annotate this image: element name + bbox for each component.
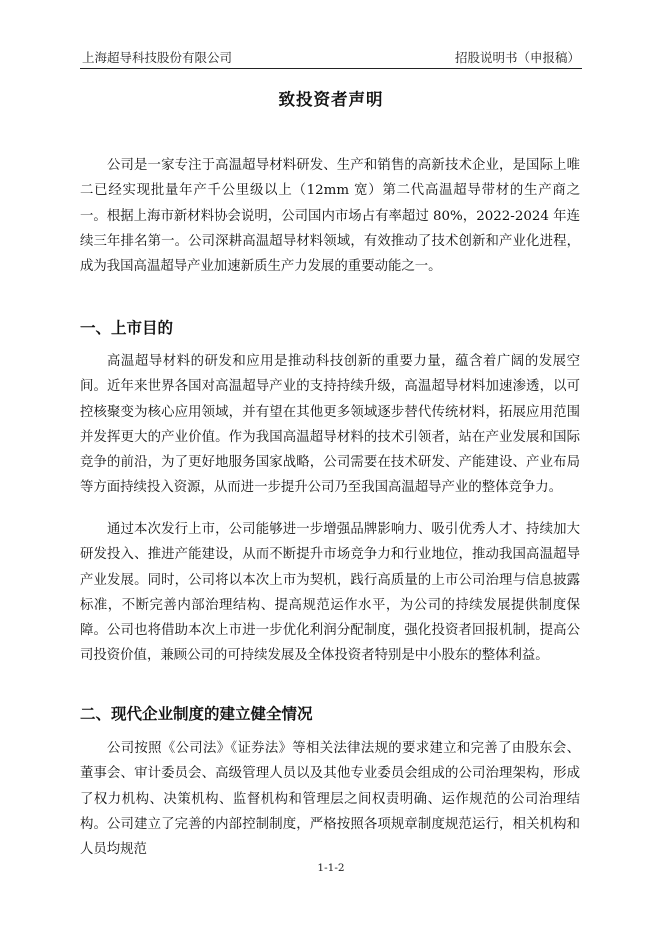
corporate-governance-paragraph-1: 公司按照《公司法》《证券法》等相关法律法规的要求建立和完善了由股东会、董事会、审计委员会、高级管理人员以及其他专业委员会组成的公司治理架构，形成了权力机构、决策机构、监督机构和管理层之间权责明确、运作规范的公司治理结构。公司建立了完善的内部控制制度，严格按照各项规章制度规范运行，相关机构和人员均规范	[80, 741, 580, 858]
section-heading-listing-purpose: 一、上市目的	[80, 319, 174, 337]
page-title: 致投资者声明	[278, 90, 384, 109]
section-heading-corporate-governance: 二、现代企业制度的建立健全情况	[80, 705, 313, 723]
page-header	[80, 46, 582, 69]
listing-purpose-paragraph-2: 通过本次发行上市，公司能够进一步增强品牌影响力、吸引优秀人才、持续加大研发投入、推进产能建设，从而不断提升市场竞争力和行业地位，推动我国高温超导产业发展。同时，公司将以本次上市为契机，践行高质量的上市公司治理与信息披露标准，不断完善内部治理结构、提高规范运作水平，为公司的持续发展提供制度保障。公司也将借助本次上市进一步优化利润分配制度，强化投资者回报机制，提高公司投资价值，兼顾公司的可持续发展及全体投资者特别是中小股东的整体利益。	[80, 522, 580, 664]
header-company-name: 上海超导科技股份有限公司	[82, 50, 233, 65]
page-number: 1-1-2	[317, 862, 345, 874]
header-document-type: 招股说明书（申报稿）	[454, 50, 580, 65]
listing-purpose-paragraph-1: 高温超导材料的研发和应用是推动科技创新的重要力量，蕴含着广阔的发展空间。近年来世界各国对高温超导产业的支持持续升级，高温超导材料加速渗透，以可控核聚变为核心应用领域，并有望在其他更多领域逐步替代传统材料，拓展应用范围并发挥更大的产业价值。作为我国高温超导材料的技术引领者，站在产业发展和国际竞争的前沿，为了更好地服务国家战略，公司需要在技术研发、产能建设、产业布局等方面持续投入资源，从而进一步提升公司乃至我国高温超导产业的整体竞争力。	[80, 354, 580, 496]
intro-paragraph: 公司是一家专注于高温超导材料研发、生产和销售的高新技术企业，是国际上唯二已经实现批量年产千公里级以上（12mm 宽）第二代高温超导带材的生产商之一。根据上海市新材料协会说明，公司国内市场占有率超过 80%，2022-2024 年连续三年排名第一。公司深耕高温超导材料领域，有效推动了技术创新和产业化进程，成为我国高温超导产业加速新质生产力发展的重要动能之一。	[80, 158, 580, 275]
